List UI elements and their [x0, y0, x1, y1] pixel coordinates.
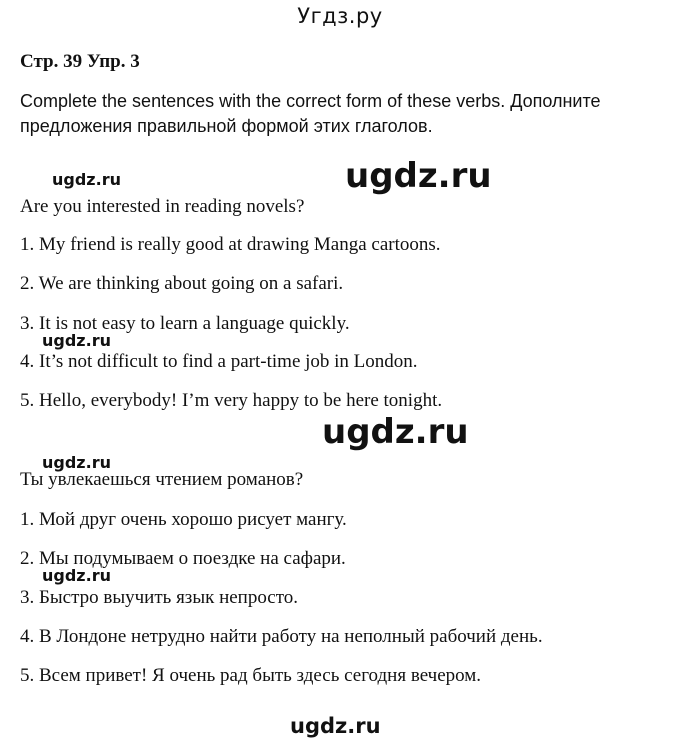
- watermark-small: ugdz.ru: [42, 331, 111, 350]
- english-item-3: 3. It is not easy to learn a language quickly.: [20, 313, 350, 334]
- watermark-small: ugdz.ru: [52, 170, 121, 189]
- english-example: Are you interested in reading novels?: [20, 196, 305, 217]
- english-item-1: 1. My friend is really good at drawing Manga cartoons.: [20, 234, 441, 255]
- watermark-large: ugdz.ru: [345, 156, 492, 196]
- watermark-small: ugdz.ru: [42, 453, 111, 472]
- russian-item-5: 5. Всем привет! Я очень рад быть здесь сегодня вечером.: [20, 665, 482, 686]
- russian-item-4: 4. В Лондоне нетрудно найти работу на неполный рабочий день.: [20, 626, 543, 647]
- russian-item-1: 1. Мой друг очень хорошо рисует мангу.: [20, 509, 347, 530]
- watermark-small: ugdz.ru: [42, 566, 111, 585]
- english-item-5: 5. Hello, everybody! I’m very happy to be here tonight.: [20, 390, 443, 411]
- english-item-2: 2. We are thinking about going on a safari.: [20, 273, 344, 294]
- russian-example: Ты увлекаешься чтением романов?: [20, 469, 304, 490]
- exercise-instruction: Complete the sentences with the correct form of these verbs. Дополните предложения правильной формой этих глаголов.: [20, 91, 601, 136]
- watermark-footer: ugdz.ru: [290, 714, 381, 738]
- watermark-large: ugdz.ru: [322, 412, 469, 452]
- english-item-4: 4. It’s not difficult to find a part-time job in London.: [20, 351, 418, 372]
- exercise-heading: Стр. 39 Упр. 3: [20, 51, 140, 72]
- russian-item-2: 2. Мы подумываем о поездке на сафари.: [20, 548, 346, 569]
- site-title: Угдз.ру: [297, 4, 383, 28]
- russian-item-3: 3. Быстро выучить язык непросто.: [20, 587, 299, 608]
